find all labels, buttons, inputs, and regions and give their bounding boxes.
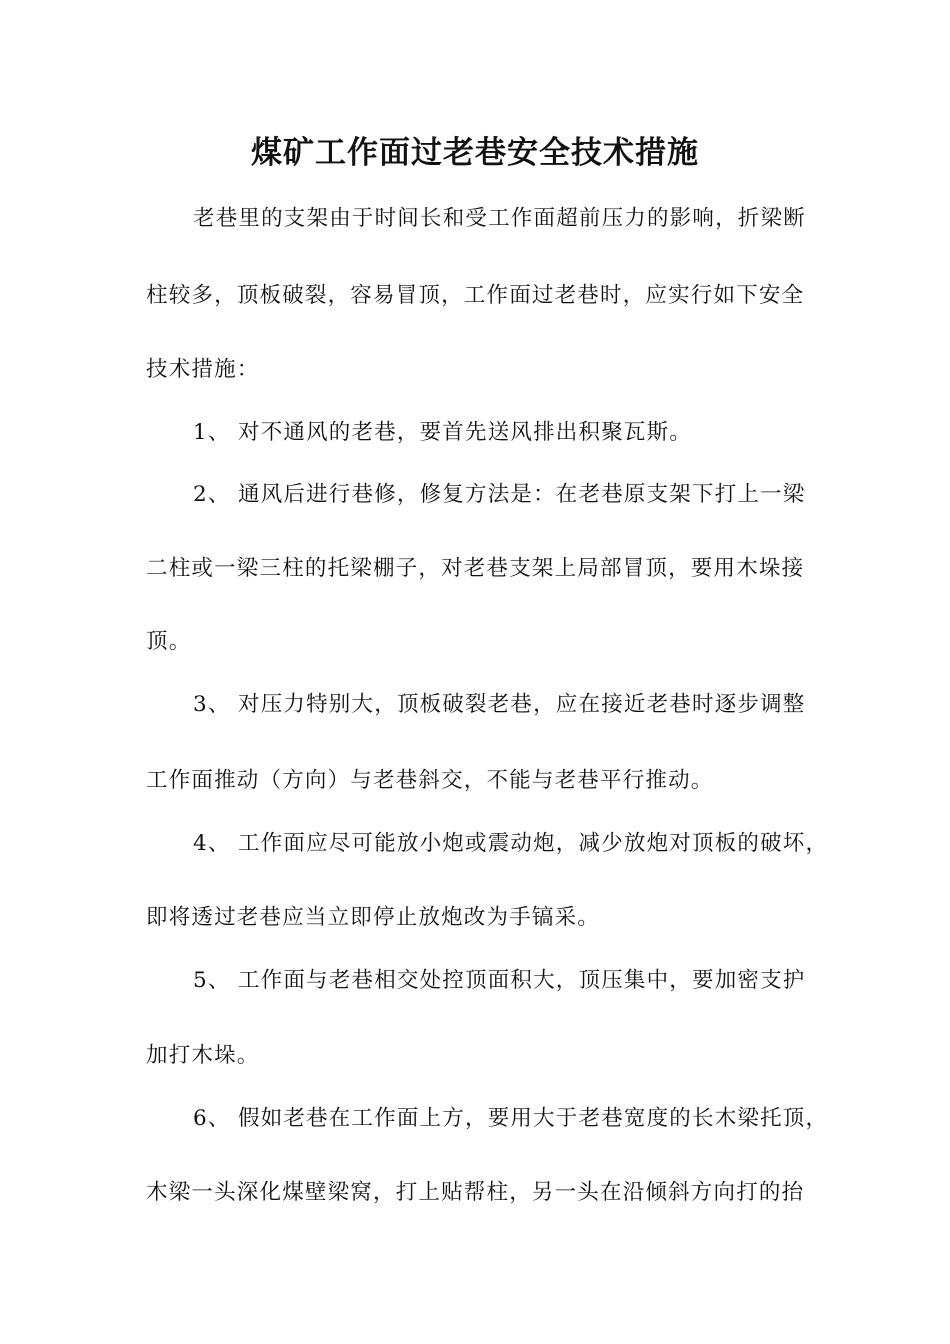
item-6-text: 假如老巷在工作面上方，要用大于老巷宽度的长木梁托顶，: [238, 1106, 829, 1131]
item-3-line-1: [193, 690, 806, 720]
intro-line-2: 柱较多，顶板破裂，容易冒顶，工作面过老巷时，应实行如下安全: [146, 283, 805, 308]
item-1-text: 对不通风的老巷，要首先送风排出积聚瓦斯。: [238, 420, 693, 445]
item-3-text: 对压力特别大，顶板破裂老巷，应在接近老巷时逐步调整: [238, 692, 806, 717]
item-2-line-3: 顶。: [146, 629, 192, 654]
item-2-text: 通风后进行巷修，修复方法是：在老巷原支架下打上一梁: [238, 482, 806, 507]
item-6-line-1: [193, 1104, 828, 1134]
item-1-line-1: [193, 418, 692, 448]
item-2-line-2: 二柱或一梁三柱的托梁棚子，对老巷支架上局部冒顶，要用木垛接: [146, 556, 805, 581]
item-5-line-2: 加打木垛。: [146, 1043, 260, 1068]
item-3-line-2: 工作面推动（方向）与老巷斜交，不能与老巷平行推动。: [146, 768, 714, 793]
document-title: 煤矿工作面过老巷安全技术措施: [251, 135, 699, 171]
item-5-number: 5、: [193, 968, 231, 993]
item-6-number: 6、: [193, 1106, 231, 1131]
item-3-number: 3、: [193, 692, 231, 717]
item-4-line-1: [193, 829, 828, 859]
intro-line-3: 技术措施：: [146, 357, 260, 382]
item-1-number: 1、: [193, 420, 231, 445]
item-4-line-2: 即将透过老巷应当立即停止放炮改为手镐采。: [146, 905, 601, 930]
intro-line-1: 老巷里的支架由于时间长和受工作面超前压力的影响，折梁断: [193, 206, 806, 231]
item-6-line-2: 木梁一头深化煤壁梁窝，打上贴帮柱，另一头在沿倾斜方向打的抬: [146, 1180, 805, 1205]
item-4-number: 4、: [193, 831, 231, 856]
item-2-number: 2、: [193, 482, 231, 507]
item-4-text: 工作面应尽可能放小炮或震动炮，减少放炮对顶板的破坏，: [238, 831, 829, 856]
item-5-text: 工作面与老巷相交处控顶面积大，顶压集中，要加密支护: [238, 968, 806, 993]
item-2-line-1: [193, 480, 806, 510]
item-5-line-1: [193, 966, 806, 996]
